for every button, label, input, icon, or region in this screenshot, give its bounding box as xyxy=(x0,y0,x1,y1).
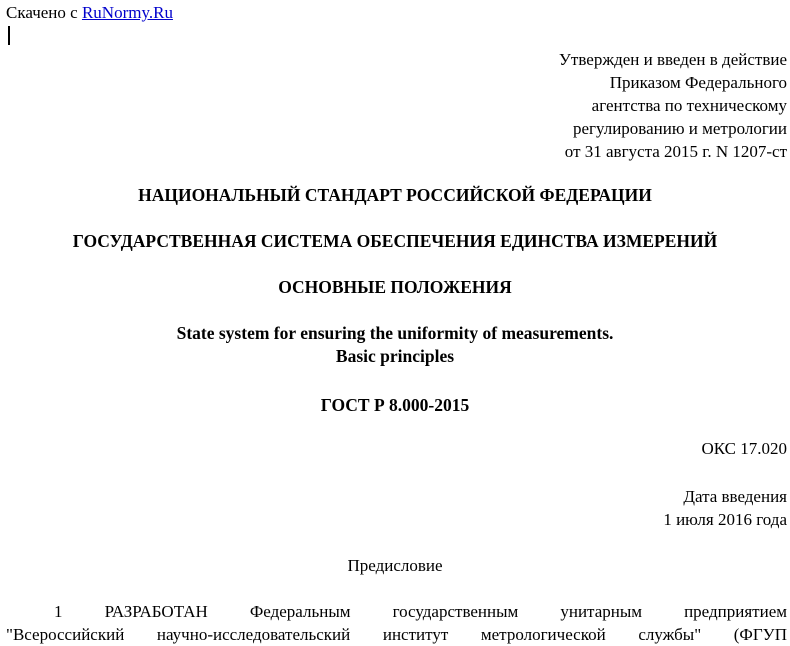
approval-line: от 31 августа 2015 г. N 1207-ст xyxy=(564,142,787,161)
national-standard-title: НАЦИОНАЛЬНЫЙ СТАНДАРТ РОССИЙСКОЙ ФЕДЕРАЦИИ xyxy=(138,185,652,205)
english-title-line-1: State system for ensuring the uniformity of measurements. xyxy=(176,323,614,343)
source-prefix: Скачено с xyxy=(6,3,82,22)
approval-line: регулированию и метрологии xyxy=(572,119,787,138)
approval-line: агентства по техническому xyxy=(591,96,787,115)
foreword-paragraph xyxy=(6,600,787,646)
intro-date-block xyxy=(663,485,787,531)
basic-principles-title: ОСНОВНЫЕ ПОЛОЖЕНИЯ xyxy=(278,277,512,297)
oks-code: ОКС 17.020 xyxy=(701,439,787,458)
foreword-title: Предисловие xyxy=(347,556,443,575)
source-line xyxy=(6,3,173,23)
intro-date-label: Дата введения xyxy=(683,487,787,506)
foreword-paragraph-line-1: 1 РАЗРАБОТАН Федеральным государственным унитарным предприятием xyxy=(54,602,787,621)
source-link[interactable]: RuNormy.Ru xyxy=(81,3,173,22)
english-title xyxy=(0,322,790,368)
approval-line: Приказом Федерального xyxy=(609,73,787,92)
approval-line: Утвержден и введен в действие xyxy=(558,50,787,69)
system-title: ГОСУДАРСТВЕННАЯ СИСТЕМА ОБЕСПЕЧЕНИЯ ЕДИНСТВА ИЗМЕРЕНИЙ xyxy=(72,231,718,251)
intro-date-value: 1 июля 2016 года xyxy=(663,510,787,529)
english-title-line-2: Basic principles xyxy=(335,346,455,366)
text-cursor xyxy=(8,26,10,45)
gost-number: ГОСТ Р 8.000-2015 xyxy=(320,395,470,415)
approval-block xyxy=(559,48,787,163)
foreword-paragraph-line-2: "Всероссийский научно-исследовательский институт метрологической службы" (ФГУП xyxy=(6,625,787,644)
